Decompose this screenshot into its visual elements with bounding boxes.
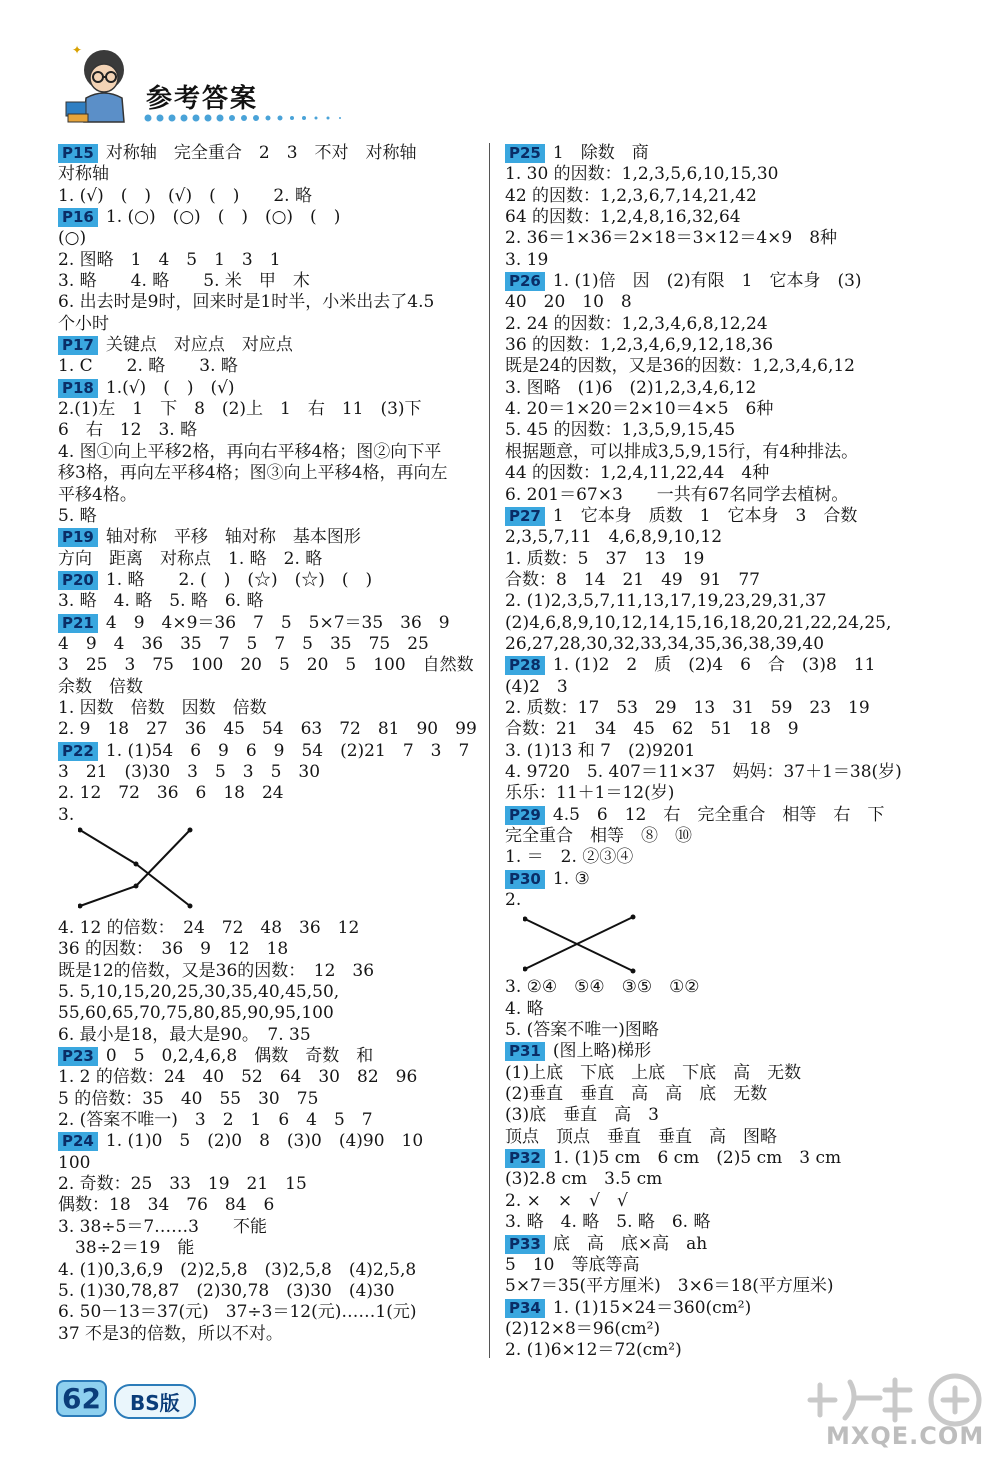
answer-text: 1. (1)5 cm 6 cm (2)5 cm 3 cm — [552, 1148, 842, 1169]
answer-line — [58, 314, 498, 335]
answer-line — [58, 805, 498, 826]
answer-line — [505, 314, 945, 335]
answer-text: 3. 略 4. 略 5. 略 6. 略 — [58, 591, 264, 612]
answer-line — [505, 698, 945, 719]
answer-line — [58, 698, 498, 719]
answer-text: (○) — [58, 228, 87, 249]
answer-text: 36 的因数： 36 9 12 18 — [58, 939, 289, 960]
answer-text: 4. 9720 5. 407＝11×37 妈妈：37＋1＝38(岁) — [505, 761, 902, 782]
answer-text: 关键点 对应点 对应点 — [105, 335, 293, 356]
answer-text: 乐乐：11＋1＝12(岁) — [505, 783, 675, 804]
page-ref-tag: P29 — [505, 806, 545, 825]
answer-line — [505, 271, 945, 292]
match-line-4 — [136, 830, 190, 886]
answer-line — [505, 1105, 945, 1126]
answer-text: 5 10 等底等高 — [505, 1254, 640, 1275]
answer-line — [58, 1302, 498, 1323]
answer-text: 1. C 2. 略 3. 略 — [58, 356, 238, 377]
answer-line — [58, 1067, 498, 1088]
answer-text: 平移4格。 — [58, 484, 137, 505]
answer-text: 38÷2＝19 能 — [58, 1238, 195, 1259]
page-title: 参考答案 — [146, 84, 259, 114]
answer-line — [505, 1234, 945, 1255]
answer-line — [505, 1063, 945, 1084]
answer-text: 1. (1)倍 因 (2)有限 1 它本身 (3) — [552, 271, 862, 292]
answer-line — [505, 719, 945, 740]
page-ref-tag: P16 — [58, 208, 98, 227]
answer-line — [58, 420, 498, 441]
decorative-dots — [142, 114, 352, 122]
answer-text: 100 — [58, 1152, 91, 1173]
answer-text: 36 的因数：1,2,3,4,6,9,12,18,36 — [505, 335, 774, 356]
page-ref-tag: P26 — [505, 272, 545, 291]
answer-text: 4 9 4×9＝36 7 5 5×7＝35 36 9 — [105, 612, 450, 633]
answer-text: 2. (1)2,3,5,7,11,13,17,19,23,29,31,37 — [505, 591, 827, 612]
answer-text: (3)底 垂直 高 3 — [505, 1105, 659, 1126]
answer-text: 1. (1)2 2 质 (2)4 6 合 (3)8 11 — [552, 655, 876, 676]
answer-text: 既是24的因数，又是36的因数：1,2,3,4,6,12 — [505, 356, 855, 377]
answer-line — [58, 399, 498, 420]
student-mascot-icon — [58, 40, 148, 128]
answer-line — [58, 591, 498, 612]
answer-line — [505, 164, 945, 185]
page-ref-tag: P20 — [58, 571, 98, 590]
answer-text: 64 的因数：1,2,4,8,16,32,64 — [505, 207, 741, 228]
answer-line — [58, 207, 498, 228]
answer-text: 1. 30 的因数：1,2,3,5,6,10,15,30 — [505, 164, 779, 185]
answer-line — [58, 982, 498, 1003]
answer-text: 1. (1)0 5 (2)0 8 (3)0 (4)90 10 — [105, 1131, 424, 1152]
answer-line — [505, 356, 945, 377]
match-point-2 — [631, 969, 636, 974]
answer-text: 1. ③ — [552, 868, 590, 889]
answer-text: 2. 9 18 27 36 45 54 63 72 81 90 99 — [58, 719, 477, 740]
answer-line — [58, 442, 498, 463]
answer-line — [505, 1191, 945, 1212]
answer-text: (3)2.8 cm 3.5 cm — [505, 1169, 663, 1190]
match-line-2 — [136, 864, 190, 906]
answer-line — [58, 719, 498, 740]
answer-line — [58, 1217, 498, 1238]
answer-line — [58, 335, 498, 356]
answer-line — [58, 143, 498, 164]
answer-text: 2. 图略 1 4 5 1 3 1 — [58, 249, 281, 270]
answer-line — [58, 1153, 498, 1174]
answer-line — [505, 805, 945, 826]
answer-line — [505, 1212, 945, 1233]
answer-text: 3 21 (3)30 3 5 3 5 30 — [58, 761, 321, 782]
answer-line — [505, 506, 945, 527]
answer-text: 40 20 10 8 — [505, 292, 632, 313]
answer-text: 2. 12 72 36 6 18 24 — [58, 783, 284, 804]
answer-line — [58, 961, 498, 982]
match-point-6 — [188, 828, 193, 833]
match-point-4 — [78, 904, 83, 909]
answer-text: 0 5 0,2,4,6,8 偶数 奇数 和 — [105, 1046, 374, 1067]
answer-line — [58, 783, 498, 804]
answer-text: 1. 2 的倍数：24 40 52 64 30 82 96 — [58, 1067, 418, 1088]
answer-line — [58, 655, 498, 676]
answer-text: 2. 质数：17 53 29 13 31 59 23 19 — [505, 697, 870, 718]
answer-text: 2. (1)6×12＝72(cm²) — [505, 1340, 682, 1361]
match-point-5 — [134, 884, 139, 889]
answer-line — [505, 549, 945, 570]
answer-line — [58, 1195, 498, 1216]
answer-text: 5×7＝35(平方厘米) 3×6＝18(平方厘米) — [505, 1276, 834, 1297]
answer-line — [505, 292, 945, 313]
answer-text: 4 9 4 36 35 7 5 7 5 35 75 25 — [58, 633, 429, 654]
page-ref-tag: P23 — [58, 1047, 98, 1066]
answer-text: 2,3,5,7,11 4,6,8,9,10,12 — [505, 527, 723, 548]
answer-line — [505, 1127, 945, 1148]
answer-text: 2. 24 的因数：1,2,3,4,6,8,12,24 — [505, 313, 768, 334]
page-ref-tag: P15 — [58, 144, 98, 163]
answer-text: 3. 图略 (1)6 (2)1,2,3,4,6,12 — [505, 377, 757, 398]
answer-text: 对称轴 完全重合 2 3 不对 对称轴 — [105, 143, 417, 163]
answer-line — [58, 1089, 498, 1110]
answer-line — [505, 335, 945, 356]
answer-line — [58, 356, 498, 377]
answer-line — [505, 1340, 945, 1361]
answer-text: 方向 距离 对称点 1. 略 2. 略 — [58, 548, 323, 569]
answer-text: 偶数：18 34 76 84 6 — [58, 1195, 275, 1216]
answer-text: 1. (1)54 6 9 6 9 54 (2)21 7 3 7 — [105, 740, 470, 761]
page-ref-tag: P22 — [58, 742, 98, 761]
answer-text: 完全重合 相等 ⑧ ⑩ — [505, 826, 692, 846]
answer-line — [505, 1020, 945, 1041]
answer-line — [505, 186, 945, 207]
answer-text: (4)2 3 — [505, 676, 568, 697]
answer-text: (图上略)梯形 — [552, 1041, 652, 1062]
answer-line — [505, 783, 945, 804]
answer-line — [58, 463, 498, 484]
svg-text:✦: ✦ — [72, 43, 83, 57]
answer-text: 3. 19 — [505, 249, 549, 270]
answer-text: 个小时 — [58, 313, 109, 334]
answer-text: 1 除数 商 — [552, 143, 649, 163]
answer-line — [58, 164, 498, 185]
answers-right-column — [505, 143, 945, 1362]
answer-line — [505, 1298, 945, 1319]
match-line-3 — [80, 886, 136, 906]
answer-line — [58, 570, 498, 591]
answer-line — [505, 826, 945, 847]
answer-line — [505, 762, 945, 783]
answer-line — [58, 939, 498, 960]
answer-text: 1. 略 2. ( ) (☆) (☆) ( ) — [105, 569, 373, 590]
answer-line — [58, 1174, 498, 1195]
answer-text: 4.5 6 12 右 完全重合 相等 右 下 — [552, 804, 885, 825]
answer-text: 2. — [505, 890, 522, 911]
answer-text: 6. 201＝67×3 一共有67名同学去植树。 — [505, 484, 849, 505]
answer-text: 3. 略 4. 略 5. 略 6. 略 — [505, 1212, 711, 1233]
answer-text: 6. 最小是18，最大是90。 7. 35 — [58, 1024, 311, 1045]
answer-text: 5. 略 — [58, 505, 97, 526]
answer-line — [58, 228, 498, 249]
answer-line — [505, 999, 945, 1020]
answer-text: 2. 奇数：25 33 19 21 15 — [58, 1174, 307, 1195]
page-ref-tag: P25 — [505, 144, 545, 163]
answer-line — [58, 549, 498, 570]
answer-text: 6. 出去时是9时，回来时是1时半，小米出去了4.5 — [58, 292, 435, 313]
answer-text: 3. — [58, 804, 75, 825]
answer-text: 6. 50－13＝37(元) 37÷3＝12(元)……1(元) — [58, 1302, 417, 1323]
answer-line — [58, 250, 498, 271]
answer-line — [58, 506, 498, 527]
match-line-1 — [525, 919, 633, 971]
answer-line — [58, 613, 498, 634]
page-ref-tag: P31 — [505, 1042, 545, 1061]
answer-line — [505, 420, 945, 441]
answer-text: 3. ②④ ⑤④ ③⑤ ①② — [505, 977, 700, 998]
answer-line — [505, 228, 945, 249]
answer-line — [505, 1255, 945, 1276]
answer-text: 对称轴 — [58, 164, 109, 185]
answers-left-column — [58, 143, 498, 1345]
column-divider — [489, 143, 490, 1358]
answer-line — [505, 634, 945, 655]
answer-line — [505, 613, 945, 634]
answer-line — [505, 442, 945, 463]
answer-line — [505, 677, 945, 698]
answer-line — [505, 399, 945, 420]
answer-line — [58, 741, 498, 762]
page-ref-tag: P28 — [505, 656, 545, 675]
answer-line — [505, 1169, 945, 1190]
answer-text: (1)上底 下底 上底 下底 高 无数 — [505, 1062, 802, 1083]
answer-line — [505, 1084, 945, 1105]
answer-line — [58, 1324, 498, 1345]
match-line-1 — [80, 830, 136, 864]
answer-line — [58, 527, 498, 548]
page-ref-tag: P33 — [505, 1235, 545, 1254]
answer-text: 26,27,28,30,32,33,34,35,36,38,39,40 — [505, 633, 825, 654]
answer-text: 2.(1)左 1 下 8 (2)上 1 右 11 (3)下 — [58, 399, 422, 420]
match-point-4 — [631, 915, 636, 920]
answer-text: 1 它本身 质数 1 它本身 3 合数 — [552, 505, 858, 526]
answer-line — [505, 1148, 945, 1169]
answer-line — [505, 527, 945, 548]
answer-line — [505, 1276, 945, 1297]
answer-line — [505, 890, 945, 911]
answer-line — [58, 1131, 498, 1152]
answer-text: 1. (√) ( ) (√) ( ) 2. 略 — [58, 185, 312, 206]
answer-text: 5. 5,10,15,20,25,30,35,40,45,50, — [58, 982, 340, 1003]
answer-text: 4. 20＝1×20＝2×10＝4×5 6种 — [505, 399, 774, 420]
answer-text: 合数：21 34 45 62 51 18 9 — [505, 719, 799, 740]
answer-line — [58, 1003, 498, 1024]
answer-text: 3. 38÷5＝7……3 不能 — [58, 1216, 267, 1237]
answer-text: 55,60,65,70,75,80,85,90,95,100 — [58, 1003, 334, 1024]
answer-text: 5. (1)30,78,87 (2)30,78 (3)30 (4)30 — [58, 1280, 395, 1301]
page-ref-tag: P24 — [58, 1132, 98, 1151]
answer-line — [58, 1260, 498, 1281]
answer-line — [505, 741, 945, 762]
match-point-3 — [188, 904, 193, 909]
answer-text: 2. (答案不唯一) 3 2 1 6 4 5 7 — [58, 1110, 373, 1131]
answer-text: 2. 36＝1×36＝2×18＝3×12＝4×9 8种 — [505, 228, 838, 249]
answer-line — [58, 1025, 498, 1046]
answer-line — [505, 977, 945, 998]
answer-line — [58, 271, 498, 292]
answer-text: 3. (1)13 和 7 (2)9201 — [505, 740, 696, 761]
page-header — [58, 40, 358, 130]
page-ref-tag: P34 — [505, 1299, 545, 1318]
matching-lines-diagram — [58, 826, 498, 918]
page-ref-tag: P30 — [505, 870, 545, 889]
answer-text: (2)垂直 垂直 高 高 底 无数 — [505, 1084, 768, 1105]
answer-line — [505, 207, 945, 228]
page-ref-tag: P27 — [505, 507, 545, 526]
answer-line — [58, 762, 498, 783]
answer-line — [58, 1110, 498, 1131]
answer-text: (2)4,6,8,9,10,12,14,15,16,18,20,21,22,24,25, — [505, 612, 892, 633]
answer-text: 根据题意，可以排成3,5,9,15行，有4种排法。 — [505, 441, 859, 462]
answer-text: 4. 图①向上平移2格，再向右平移4格；图②向下平 — [58, 441, 442, 462]
page-ref-tag: P18 — [58, 379, 98, 398]
answer-text: 合数：8 14 21 49 91 77 — [505, 569, 760, 590]
answer-text: 44 的因数：1,2,4,11,22,44 4种 — [505, 463, 770, 484]
answer-line — [58, 634, 498, 655]
answer-line — [505, 485, 945, 506]
answer-line — [505, 570, 945, 591]
answer-text: 移3格，再向左平移4格；图③向上平移4格，再向左 — [58, 463, 448, 484]
answer-text: 5. 45 的因数：1,3,5,9,15,45 — [505, 420, 736, 441]
page-ref-tag: P21 — [58, 614, 98, 633]
answer-text: (2)12×8＝96(cm²) — [505, 1318, 661, 1339]
answer-text: 1. 质数：5 37 13 19 — [505, 548, 705, 569]
match-point-2 — [134, 862, 139, 867]
answer-text: 2. × × √ √ — [505, 1190, 628, 1211]
answer-line — [505, 250, 945, 271]
answer-line — [505, 655, 945, 676]
answer-line — [505, 143, 945, 164]
answer-line — [58, 918, 498, 939]
answer-line — [505, 1041, 945, 1062]
match-line-2 — [525, 917, 633, 969]
answer-text: 轴对称 平移 轴对称 基本图形 — [105, 527, 361, 548]
answer-text: 6 右 12 3. 略 — [58, 420, 198, 441]
answer-line — [58, 677, 498, 698]
answer-line — [58, 378, 498, 399]
matching-lines-diagram — [505, 911, 945, 977]
answer-text: 余数 倍数 — [58, 676, 143, 697]
answer-text: 4. (1)0,3,6,9 (2)2,5,8 (3)2,5,8 (4)2,5,8 — [58, 1259, 417, 1280]
edition-badge: BS版 — [114, 1384, 196, 1419]
page-ref-tag: P17 — [58, 336, 98, 355]
answer-text: 1. 因数 倍数 因数 倍数 — [58, 697, 267, 718]
answer-text: 4. 12 的倍数： 24 72 48 36 12 — [58, 918, 360, 938]
answer-line — [58, 1046, 498, 1067]
page-ref-tag: P19 — [58, 528, 98, 547]
answer-text: 5 的倍数：35 40 55 30 75 — [58, 1088, 319, 1109]
page-ref-tag: P32 — [505, 1149, 545, 1168]
answer-line — [505, 591, 945, 612]
answer-text: 1. (1)15×24＝360(cm²) — [552, 1297, 752, 1318]
answer-line — [505, 463, 945, 484]
answer-text: 3 25 3 75 100 20 5 20 5 100 自然数 — [58, 655, 474, 676]
answer-line — [505, 869, 945, 890]
answer-text: 底 高 底×高 ah — [552, 1233, 708, 1254]
answer-text: 37 不是3的倍数，所以不对。 — [58, 1323, 283, 1344]
page-footer — [50, 1372, 250, 1432]
answer-line — [58, 1281, 498, 1302]
answer-line — [505, 378, 945, 399]
answer-text: 42 的因数：1,2,3,6,7,14,21,42 — [505, 185, 757, 206]
answer-text: 4. 略 — [505, 998, 544, 1019]
answer-text: 1. (○) (○) ( ) (○) ( ) — [105, 207, 341, 228]
answer-line — [505, 1319, 945, 1340]
answer-text: 顶点 顶点 垂直 垂直 高 图略 — [505, 1126, 777, 1147]
answer-text: 1.(√) ( ) (√) — [105, 377, 235, 398]
answer-line — [58, 1238, 498, 1259]
answer-text: 1. ＝ 2. ②③④ — [505, 847, 634, 868]
answer-line — [58, 485, 498, 506]
answer-line — [58, 186, 498, 207]
answer-line — [505, 847, 945, 868]
answer-text: 5. (答案不唯一)图略 — [505, 1020, 659, 1041]
page-number: 62 — [56, 1380, 107, 1417]
watermark-site: MXQE.COM — [826, 1422, 985, 1450]
answer-text: 既是12的倍数，又是36的因数： 12 36 — [58, 960, 375, 981]
answer-line — [58, 292, 498, 313]
answer-text: 3. 略 4. 略 5. 米 甲 木 — [58, 271, 310, 292]
